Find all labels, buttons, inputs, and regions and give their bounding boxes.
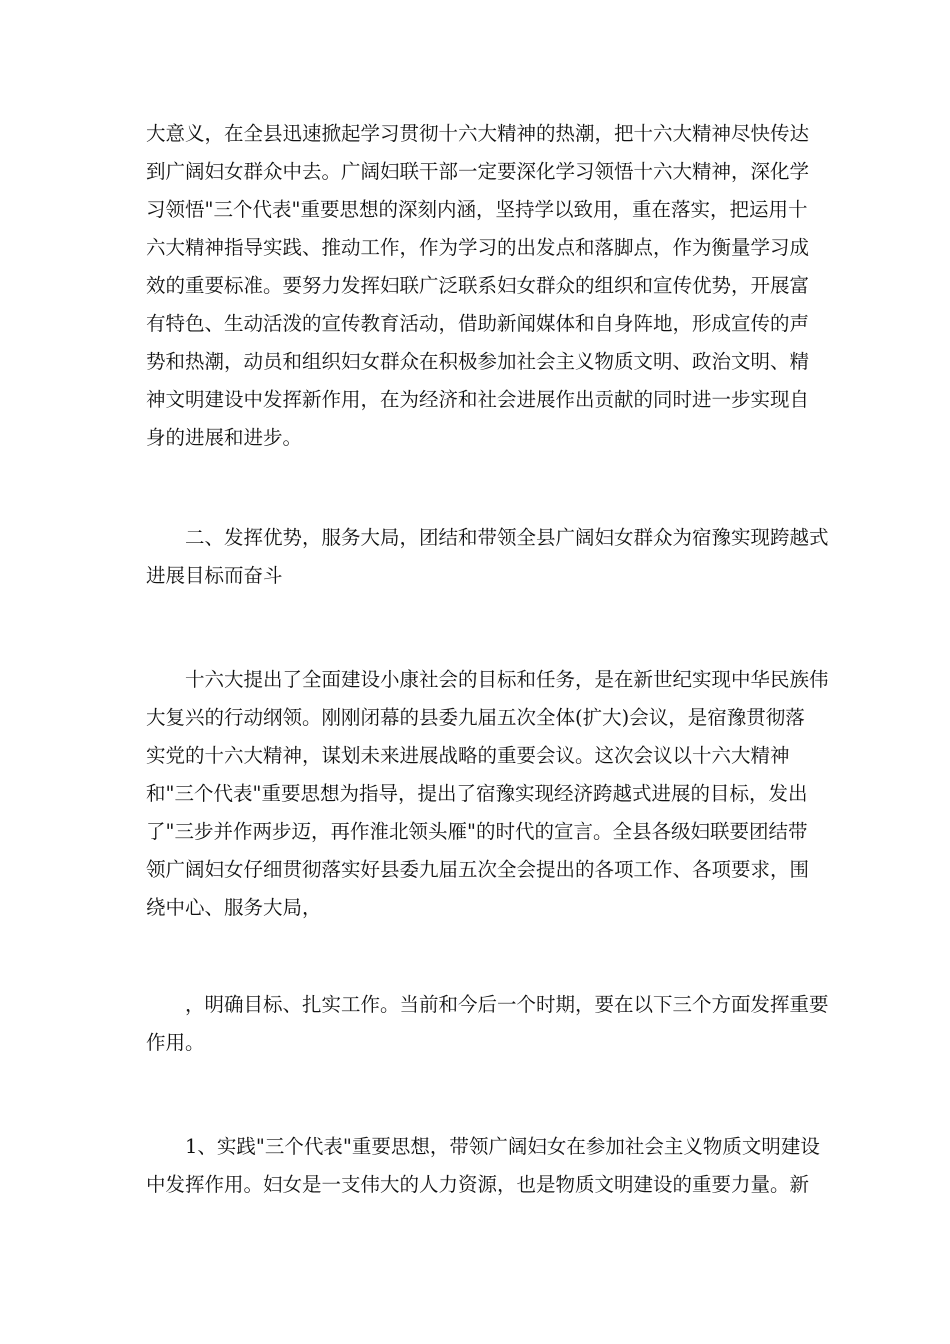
text-line: 习领悟"三个代表"重要思想的深刻内涵，坚持学以致用，重在落实，把运用十 bbox=[146, 198, 808, 221]
text-line: ，明确目标、扎实工作。当前和今后一个时期，要在以下三个方面发挥重要 bbox=[146, 993, 829, 1016]
text-line: 身的进展和进步。 bbox=[146, 426, 303, 449]
text-line: 有特色、生动活泼的宣传教育活动，借助新闻媒体和自身阵地，形成宣传的声 bbox=[146, 312, 810, 335]
text-line: 1、实践"三个代表"重要思想，带领广阔妇女在参加社会主义物质文明建设 bbox=[146, 1135, 820, 1158]
paragraph-goals bbox=[146, 986, 829, 1062]
text-line: 大意义，在全县迅速掀起学习贯彻十六大精神的热潮，把十六大精神尽快传达 bbox=[146, 122, 810, 145]
text-line: 到广阔妇女群众中去。广阔妇联干部一定要深化学习领悟十六大精神，深化学 bbox=[146, 160, 810, 183]
heading-line: 进展目标而奋斗 bbox=[146, 564, 283, 587]
text-line: 作用。 bbox=[146, 1031, 205, 1054]
text-line: 实党的十六大精神，谋划未来进展战略的重要会议。这次会议以十六大精神 bbox=[146, 744, 790, 767]
text-line: 神文明建设中发挥新作用，在为经济和社会进展作出贡献的同时进一步实现自 bbox=[146, 388, 810, 411]
paragraph-sixteenth-congress bbox=[146, 661, 829, 927]
text-line: 势和热潮，动员和组织妇女群众在积极参加社会主义物质文明、政治文明、精 bbox=[146, 350, 810, 373]
text-line: 领广阔妇女仔细贯彻落实好县委九届五次全会提出的各项工作、各项要求，围 bbox=[146, 858, 810, 881]
section-heading bbox=[146, 519, 829, 595]
text-line: 绕中心、服务大局， bbox=[146, 896, 322, 919]
paragraph-point-1 bbox=[146, 1128, 820, 1204]
text-line: 十六大提出了全面建设小康社会的目标和任务，是在新世纪实现中华民族伟 bbox=[146, 668, 829, 691]
text-line: 效的重要标准。要努力发挥妇联广泛联系妇女群众的组织和宣传优势，开展富 bbox=[146, 274, 810, 297]
text-line: 大复兴的行动纲领。刚刚闭幕的县委九届五次全体(扩大)会议，是宿豫贯彻落 bbox=[146, 706, 805, 729]
paragraph-intro-continuation bbox=[146, 115, 814, 457]
heading-line: 二、发挥优势，服务大局，团结和带领全县广阔妇女群众为宿豫实现跨越式 bbox=[146, 526, 829, 549]
text-line: 中发挥作用。妇女是一支伟大的人力资源，也是物质文明建设的重要力量。新 bbox=[146, 1173, 810, 1196]
text-line: 六大精神指导实践、推动工作，作为学习的出发点和落脚点，作为衡量学习成 bbox=[146, 236, 810, 259]
text-line: 了"三步并作两步迈，再作淮北领头雁"的时代的宣言。全县各级妇联要团结带 bbox=[146, 820, 808, 843]
text-line: 和"三个代表"重要思想为指导，提出了宿豫实现经济跨越式进展的目标，发出 bbox=[146, 782, 808, 805]
